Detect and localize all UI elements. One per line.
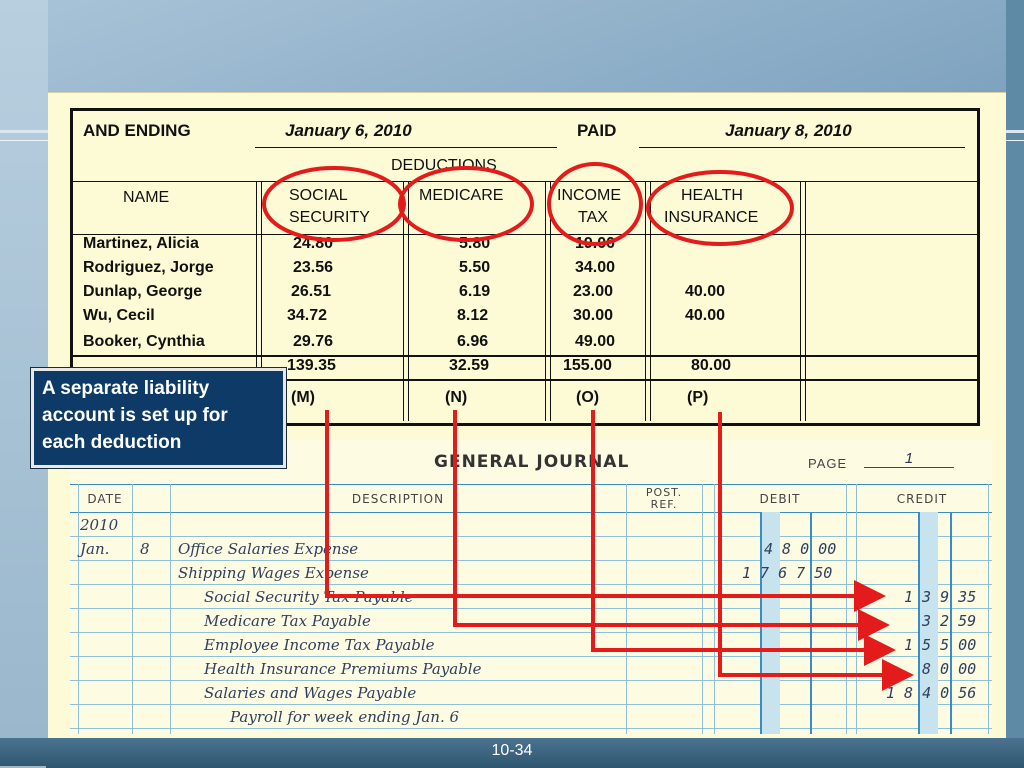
row-income: 30.00 [573, 307, 614, 324]
entry-debit: 4 8 0 00 [764, 540, 837, 558]
deductions-label: DEDUCTIONS [391, 157, 497, 174]
row-name: Rodriguez, Jorge [83, 259, 214, 276]
col-income-header-2: TAX [578, 209, 608, 226]
col-postref-header-1: POST. [645, 486, 683, 499]
total-income: 155.00 [563, 357, 612, 374]
col-health-header-1: HEALTH [681, 187, 743, 204]
entry-credit: 1 5 5 00 [904, 636, 977, 654]
ref-social: (M) [291, 389, 315, 406]
col-credit-header: CREDIT [896, 492, 948, 506]
col-health-header-2: INSURANCE [664, 209, 759, 226]
row-social: 26.51 [291, 283, 332, 300]
col-social-header-2: SECURITY [289, 209, 370, 226]
journal-month: Jan. [80, 540, 110, 558]
row-income: 49.00 [575, 333, 616, 350]
col-name-header: NAME [123, 189, 170, 206]
row-social: 23.56 [293, 259, 334, 276]
row-name: Wu, Cecil [83, 307, 155, 324]
col-social-header-1: SOCIAL [289, 187, 348, 204]
total-medicare: 32.59 [449, 357, 490, 374]
entry-description: Health Insurance Premiums Payable [204, 660, 482, 678]
row-medicare: 6.96 [457, 333, 489, 350]
row-social: 34.72 [287, 307, 328, 324]
row-name: Dunlap, George [83, 283, 203, 300]
entry-description: Salaries and Wages Payable [204, 684, 417, 702]
row-name: Booker, Cynthia [83, 333, 205, 350]
journal-year: 2010 [80, 516, 119, 534]
total-social: 139.35 [287, 357, 336, 374]
entry-description: Medicare Tax Payable [204, 612, 371, 630]
entry-credit: 8 0 00 [922, 660, 977, 678]
entry-credit: 1 3 9 35 [904, 588, 977, 606]
slide-page-number: 10-34 [491, 742, 533, 759]
entry-description: Employee Income Tax Payable [204, 636, 435, 654]
row-health: 40.00 [685, 307, 726, 324]
ref-health: (P) [687, 389, 709, 406]
row-social: 24.80 [293, 235, 334, 252]
entry-credit: 3 2 59 [922, 612, 977, 630]
ref-income: (O) [576, 389, 600, 406]
entry-description: Social Security Tax Payable [204, 588, 414, 606]
entry-credit: 1 8 4 0 56 [886, 684, 977, 702]
journal-title: GENERAL JOURNAL [434, 452, 630, 472]
col-income-header-1: INCOME [557, 187, 621, 204]
callout-text: A separate liability account is set up for each deduction [42, 378, 228, 453]
page-label: PAGE [808, 456, 848, 471]
row-medicare: 8.12 [457, 307, 489, 324]
callout-box [31, 368, 286, 468]
slide-right-stripe [1006, 0, 1024, 738]
total-health: 80.00 [691, 357, 732, 374]
entry-debit: 1 7 6 7 50 [742, 564, 833, 582]
row-income: 19.00 [575, 235, 616, 252]
paid-date: January 8, 2010 [725, 121, 852, 140]
journal-day: 8 [140, 540, 150, 558]
paid-label: PAID [577, 121, 617, 140]
row-medicare: 6.19 [459, 283, 491, 300]
row-name: Martinez, Alicia [83, 235, 199, 252]
col-description-header: DESCRIPTION [351, 492, 445, 506]
col-postref-header-2: REF. [650, 498, 678, 511]
row-medicare: 5.80 [459, 235, 491, 252]
row-social: 29.76 [293, 333, 334, 350]
general-journal [70, 440, 992, 736]
entry-description: Office Salaries Expense [178, 540, 359, 558]
entry-description: Shipping Wages Expense [178, 564, 369, 582]
col-debit-header: DEBIT [759, 492, 801, 506]
page-value: 1 [864, 450, 954, 468]
row-medicare: 5.50 [459, 259, 491, 276]
and-ending-date: January 6, 2010 [285, 121, 412, 140]
row-income: 23.00 [573, 283, 614, 300]
and-ending-label: AND ENDING [83, 121, 191, 140]
row-income: 34.00 [575, 259, 616, 276]
col-date-header: DATE [87, 492, 123, 506]
entry-memo: Payroll for week ending Jan. 6 [230, 708, 460, 726]
ref-medicare: (N) [445, 389, 468, 406]
col-medicare-header: MEDICARE [419, 187, 504, 204]
row-health: 40.00 [685, 283, 726, 300]
